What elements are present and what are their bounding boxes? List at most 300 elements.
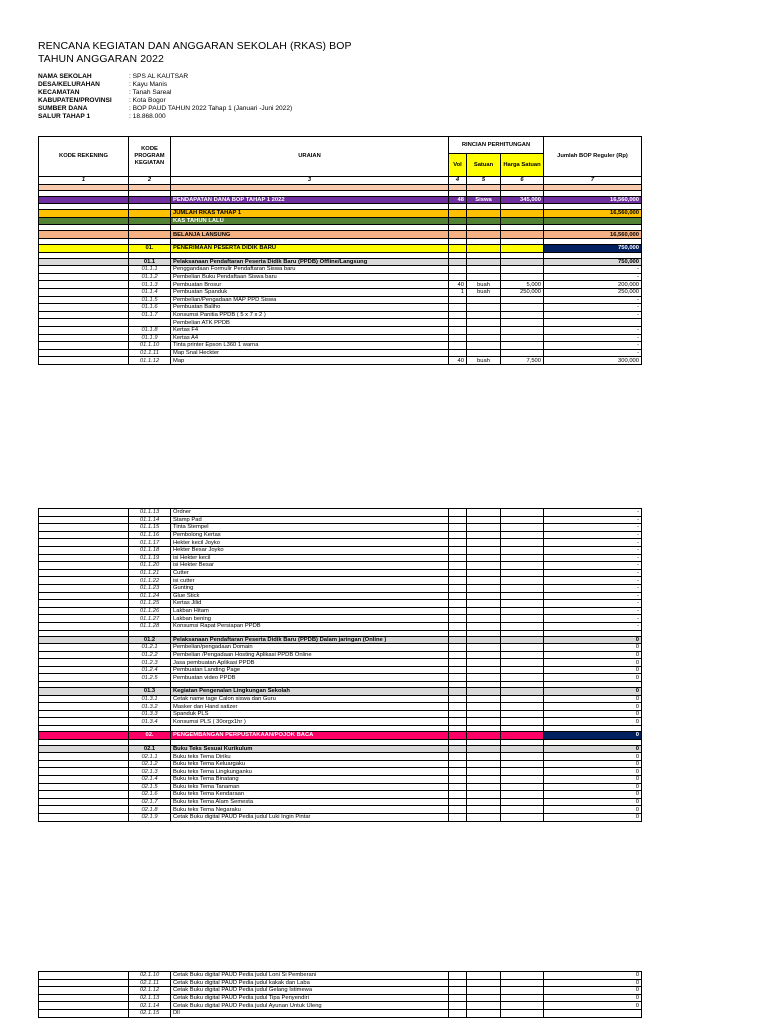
line-item-row xyxy=(39,674,642,682)
satuan-cell xyxy=(467,979,501,987)
uraian-cell: Konsumsi PLS ( 30orgx1hr ) xyxy=(171,718,449,726)
kode-rekening-cell xyxy=(39,695,129,703)
kode-rekening-cell xyxy=(39,258,129,266)
satuan-cell xyxy=(467,562,501,570)
jumlah-cell: 0 xyxy=(544,695,642,703)
kode-rekening-cell xyxy=(39,791,129,799)
kode-program-cell xyxy=(129,196,171,204)
uraian-cell: Cetak name tage Calon siswa dan Guru xyxy=(171,695,449,703)
harga-satuan-cell xyxy=(501,258,544,266)
harga-satuan-cell xyxy=(501,718,544,726)
kode-program-cell: 01.1.13 xyxy=(129,509,171,517)
uraian-cell: PENGEMBANGAN PERPUSTAKAAN/POJOK BACA xyxy=(171,732,449,740)
program-row xyxy=(39,244,642,252)
kode-program-cell: 02.1.11 xyxy=(129,979,171,987)
harga-satuan-cell xyxy=(501,231,544,239)
vol-cell xyxy=(449,592,467,600)
harga-satuan-cell xyxy=(501,695,544,703)
satuan-cell xyxy=(467,319,501,327)
uraian-cell: Cetak Buku digital PAUD Pedia judul Loni Si Pemberani xyxy=(171,972,449,980)
satuan-cell xyxy=(467,554,501,562)
satuan-cell xyxy=(467,509,501,517)
jumlah-cell: 0 xyxy=(544,798,642,806)
uraian-cell: KAS TAHUN LALU xyxy=(171,217,449,225)
jumlah-cell: - xyxy=(544,349,642,357)
kode-rekening-cell xyxy=(39,584,129,592)
uraian-cell: Pelaksanaan Pendaftaran Peserta Didik Baru (PPDB) Offline/Langsung xyxy=(171,258,449,266)
satuan-cell xyxy=(467,210,501,218)
uraian-cell: PENDAPATAN DANA BOP TAHAP 1 2022 xyxy=(171,196,449,204)
line-item-row xyxy=(39,703,642,711)
harga-satuan-cell: 345,000 xyxy=(501,196,544,204)
kode-program-cell: 01.1.5 xyxy=(129,296,171,304)
sub-activity-row xyxy=(39,688,642,696)
harga-satuan-cell xyxy=(501,813,544,821)
kode-rekening-cell xyxy=(39,651,129,659)
column-number-row xyxy=(39,177,642,185)
kode-program-cell: 02.1.10 xyxy=(129,972,171,980)
kode-rekening-cell xyxy=(39,987,129,995)
jumlah-cell: - xyxy=(544,311,642,319)
summary-row xyxy=(39,217,642,225)
harga-satuan-cell xyxy=(501,615,544,623)
summary-row xyxy=(39,231,642,239)
satuan-cell xyxy=(467,972,501,980)
vol-cell xyxy=(449,979,467,987)
kode-program-cell: 01.1.4 xyxy=(129,288,171,296)
kode-program-cell: 01.1.3 xyxy=(129,281,171,289)
kode-rekening-cell xyxy=(39,296,129,304)
harga-satuan-cell xyxy=(501,509,544,517)
vol-cell xyxy=(449,311,467,319)
vol-cell xyxy=(449,546,467,554)
satuan-cell xyxy=(467,273,501,281)
jumlah-cell: 0 xyxy=(544,745,642,753)
uraian-cell: Penggandaan Formulir Pendaftaran Siswa baru xyxy=(171,266,449,274)
kode-rekening-cell xyxy=(39,644,129,652)
line-item-row xyxy=(39,607,642,615)
header-kode-program: KODE PROGRAM KEGIATAN xyxy=(129,137,171,177)
jumlah-cell: - xyxy=(544,296,642,304)
kode-rekening-cell xyxy=(39,342,129,350)
kode-program-cell: 01.1.19 xyxy=(129,554,171,562)
kode-rekening-cell xyxy=(39,273,129,281)
uraian-cell: Masker dan Hand satizer xyxy=(171,703,449,711)
vol-cell xyxy=(449,813,467,821)
harga-satuan-cell xyxy=(501,659,544,667)
vol-cell xyxy=(449,622,467,630)
uraian-cell: Pembelian Buku Pendaftaan Siswa baru xyxy=(171,273,449,281)
vol-cell xyxy=(449,695,467,703)
kode-rekening-cell xyxy=(39,288,129,296)
jumlah-cell: - xyxy=(544,509,642,517)
jumlah-cell: 0 xyxy=(544,659,642,667)
jumlah-cell: 0 xyxy=(544,666,642,674)
harga-satuan-cell: 5,000 xyxy=(501,281,544,289)
kode-rekening-cell xyxy=(39,281,129,289)
jumlah-cell: - xyxy=(544,554,642,562)
rkas-table-part-2 xyxy=(38,508,642,822)
vol-cell xyxy=(449,524,467,532)
satuan-cell xyxy=(467,987,501,995)
jumlah-cell: 0 xyxy=(544,753,642,761)
school-info-label: NAMA SEKOLAH xyxy=(38,73,92,80)
vol-cell xyxy=(449,994,467,1002)
harga-satuan-cell xyxy=(501,266,544,274)
kode-rekening-cell xyxy=(39,979,129,987)
jumlah-cell: 16,560,000 xyxy=(544,196,642,204)
kode-rekening-cell xyxy=(39,636,129,644)
vol-cell xyxy=(449,651,467,659)
harga-satuan-cell xyxy=(501,600,544,608)
harga-satuan-cell xyxy=(501,666,544,674)
kode-program-cell: 01.2.5 xyxy=(129,674,171,682)
kode-rekening-cell xyxy=(39,745,129,753)
harga-satuan-cell xyxy=(501,592,544,600)
jumlah-cell xyxy=(544,217,642,225)
uraian-cell: Konsumsi Panitia PPDB ( 5 x 7 x 2 ) xyxy=(171,311,449,319)
school-info-value: : 18.868.000 xyxy=(129,113,166,121)
uraian-cell: Buku teks Tema Kendaraan xyxy=(171,791,449,799)
harga-satuan-cell: 7,500 xyxy=(501,357,544,365)
satuan-cell xyxy=(467,718,501,726)
harga-satuan-cell xyxy=(501,562,544,570)
uraian-cell: Kertas A4 xyxy=(171,334,449,342)
kode-rekening-cell xyxy=(39,562,129,570)
uraian-cell: Dll xyxy=(171,1009,449,1017)
harga-satuan-cell xyxy=(501,745,544,753)
kode-rekening-cell xyxy=(39,546,129,554)
harga-satuan-cell xyxy=(501,210,544,218)
kode-rekening-cell xyxy=(39,806,129,814)
kode-program-cell: 01.1.23 xyxy=(129,584,171,592)
uraian-cell: Spanduk PLS xyxy=(171,710,449,718)
line-item-row xyxy=(39,622,642,630)
line-item-row xyxy=(39,288,642,296)
kode-rekening-cell xyxy=(39,244,129,252)
kode-program-cell: 02.1 xyxy=(129,745,171,753)
jumlah-cell: - xyxy=(544,584,642,592)
kode-rekening-cell xyxy=(39,531,129,539)
vol-cell: 40 xyxy=(449,357,467,365)
kode-rekening-cell xyxy=(39,783,129,791)
line-item-row xyxy=(39,1002,642,1010)
harga-satuan-cell xyxy=(501,1009,544,1017)
kode-rekening-cell xyxy=(39,710,129,718)
jumlah-cell: 300,000 xyxy=(544,357,642,365)
kode-program-cell: 02.1.1 xyxy=(129,753,171,761)
uraian-cell: Hekter kecil Joyko xyxy=(171,539,449,547)
kode-rekening-cell xyxy=(39,666,129,674)
vol-cell xyxy=(449,615,467,623)
harga-satuan-cell xyxy=(501,710,544,718)
kode-program-cell: 01.3.4 xyxy=(129,718,171,726)
line-item-row xyxy=(39,319,642,327)
vol-cell xyxy=(449,1002,467,1010)
rkas-table-part-1 xyxy=(38,136,642,365)
vol-cell xyxy=(449,577,467,585)
harga-satuan-cell xyxy=(501,987,544,995)
kode-rekening-cell xyxy=(39,231,129,239)
column-number: 2 xyxy=(129,177,171,185)
line-item-row xyxy=(39,987,642,995)
harga-satuan-cell xyxy=(501,296,544,304)
satuan-cell xyxy=(467,813,501,821)
school-info-label: KECAMATAN xyxy=(38,89,80,97)
satuan-cell xyxy=(467,266,501,274)
vol-cell xyxy=(449,791,467,799)
jumlah-cell: - xyxy=(544,562,642,570)
vol-cell xyxy=(449,266,467,274)
uraian-cell: Pembuatan Landing Page xyxy=(171,666,449,674)
line-item-row xyxy=(39,813,642,821)
kode-program-cell: 02.1.2 xyxy=(129,760,171,768)
satuan-cell xyxy=(467,745,501,753)
harga-satuan-cell xyxy=(501,334,544,342)
jumlah-cell: 0 xyxy=(544,688,642,696)
line-item-row xyxy=(39,659,642,667)
jumlah-cell: - xyxy=(544,524,642,532)
line-item-row xyxy=(39,531,642,539)
kode-rekening-cell xyxy=(39,622,129,630)
satuan-cell xyxy=(467,311,501,319)
line-item-row xyxy=(39,760,642,768)
uraian-cell: Kegiatan Pengenalan Lingkungan Sekolah xyxy=(171,688,449,696)
line-item-row xyxy=(39,546,642,554)
harga-satuan-cell xyxy=(501,273,544,281)
line-item-row xyxy=(39,554,642,562)
kode-rekening-cell xyxy=(39,768,129,776)
line-item-row xyxy=(39,539,642,547)
sub-activity-row xyxy=(39,745,642,753)
school-info-row xyxy=(38,105,292,113)
column-number: 1 xyxy=(39,177,129,185)
uraian-cell: Ordner xyxy=(171,509,449,517)
satuan-cell xyxy=(467,651,501,659)
satuan-cell xyxy=(467,349,501,357)
line-item-row xyxy=(39,718,642,726)
jumlah-cell: 0 xyxy=(544,776,642,784)
line-item-row xyxy=(39,695,642,703)
jumlah-cell: 0 xyxy=(544,979,642,987)
kode-program-cell: 02.1.13 xyxy=(129,994,171,1002)
uraian-cell: Pembelian/pengadaan Domain xyxy=(171,644,449,652)
kode-program-cell: 01.1.14 xyxy=(129,516,171,524)
line-item-row xyxy=(39,273,642,281)
school-info-label: SALUR TAHAP 1 xyxy=(38,113,91,121)
kode-rekening-cell xyxy=(39,357,129,365)
harga-satuan-cell xyxy=(501,806,544,814)
satuan-cell xyxy=(467,776,501,784)
jumlah-cell: - xyxy=(544,622,642,630)
harga-satuan-cell xyxy=(501,791,544,799)
vol-cell xyxy=(449,258,467,266)
kode-program-cell xyxy=(129,319,171,327)
harga-satuan-cell xyxy=(501,776,544,784)
vol-cell xyxy=(449,273,467,281)
school-info-value: : BOP PAUD TAHUN 2022 Tahap 1 (Januari -Juni 2022) xyxy=(129,105,293,113)
vol-cell xyxy=(449,342,467,350)
column-number: 6 xyxy=(501,177,544,185)
jumlah-cell: 0 xyxy=(544,718,642,726)
kode-rekening-cell xyxy=(39,592,129,600)
uraian-cell: Map Snal Heckter xyxy=(171,349,449,357)
vol-cell xyxy=(449,334,467,342)
satuan-cell xyxy=(467,569,501,577)
vol-cell xyxy=(449,659,467,667)
uraian-cell: Hekter Besar Joyko xyxy=(171,546,449,554)
kode-rekening-cell xyxy=(39,524,129,532)
uraian-cell: Jasa pembuatan Aplikasi PPDB xyxy=(171,659,449,667)
harga-satuan-cell xyxy=(501,539,544,547)
harga-satuan-cell xyxy=(501,753,544,761)
line-item-row xyxy=(39,615,642,623)
kode-program-cell: 01.1.16 xyxy=(129,531,171,539)
jumlah-cell: - xyxy=(544,546,642,554)
jumlah-cell: - xyxy=(544,577,642,585)
jumlah-cell: - xyxy=(544,615,642,623)
harga-satuan-cell xyxy=(501,768,544,776)
vol-cell xyxy=(449,554,467,562)
kode-program-cell: 02.1.9 xyxy=(129,813,171,821)
harga-satuan-cell: 250,000 xyxy=(501,288,544,296)
column-number: 4 xyxy=(449,177,467,185)
column-number: 3 xyxy=(171,177,449,185)
harga-satuan-cell xyxy=(501,524,544,532)
uraian-cell: Cetak Buku digital PAUD Pedia judul Ayunan Untuk Uleng xyxy=(171,1002,449,1010)
kode-program-cell: 01.1.21 xyxy=(129,569,171,577)
line-item-row xyxy=(39,342,642,350)
line-item-row xyxy=(39,357,642,365)
kode-program-cell: 01.1.27 xyxy=(129,615,171,623)
kode-program-cell xyxy=(129,210,171,218)
line-item-row xyxy=(39,791,642,799)
satuan-cell xyxy=(467,753,501,761)
vol-cell xyxy=(449,217,467,225)
kode-program-cell: 02.1.7 xyxy=(129,798,171,806)
uraian-cell: Buku teks Tema Alam Semesta xyxy=(171,798,449,806)
table-body xyxy=(39,972,642,1018)
kode-program-cell: 01. xyxy=(129,244,171,252)
satuan-cell xyxy=(467,666,501,674)
kode-program-cell: 01.1.2 xyxy=(129,273,171,281)
jumlah-cell: 16,560,000 xyxy=(544,231,642,239)
line-item-row xyxy=(39,776,642,784)
jumlah-cell xyxy=(544,319,642,327)
satuan-cell xyxy=(467,994,501,1002)
jumlah-cell: 0 xyxy=(544,768,642,776)
vol-cell xyxy=(449,732,467,740)
vol-cell xyxy=(449,562,467,570)
vol-cell xyxy=(449,319,467,327)
kode-rekening-cell xyxy=(39,615,129,623)
uraian-cell: Pembelian/Pengadaan MAP PPD Siswa xyxy=(171,296,449,304)
harga-satuan-cell xyxy=(501,546,544,554)
school-info-value: : SPS AL KAUTSAR xyxy=(129,73,189,80)
kode-program-cell: 01.3.1 xyxy=(129,695,171,703)
document-title: RENCANA KEGIATAN DAN ANGGARAN SEKOLAH (RKAS) BOP xyxy=(38,40,352,52)
school-info-label: DESA/KELURAHAN xyxy=(38,81,100,89)
line-item-row xyxy=(39,562,642,570)
harga-satuan-cell xyxy=(501,607,544,615)
kode-rekening-cell xyxy=(39,577,129,585)
satuan-cell xyxy=(467,674,501,682)
jumlah-cell: 0 xyxy=(544,1002,642,1010)
harga-satuan-cell xyxy=(501,798,544,806)
school-info-label: SUMBER DANA xyxy=(38,105,88,113)
uraian-cell: Buku teks Tema Binatang xyxy=(171,776,449,784)
uraian-cell: Pembuatan Brosur xyxy=(171,281,449,289)
vol-cell xyxy=(449,607,467,615)
harga-satuan-cell xyxy=(501,972,544,980)
kode-program-cell: 01.1.12 xyxy=(129,357,171,365)
kode-rekening-cell xyxy=(39,1002,129,1010)
vol-cell xyxy=(449,569,467,577)
kode-program-cell: 01.1.24 xyxy=(129,592,171,600)
satuan-cell xyxy=(467,695,501,703)
uraian-cell: Cetak Buku digital PAUD Pedia judul kakak dan Laba xyxy=(171,979,449,987)
satuan-cell: Siswa xyxy=(467,196,501,204)
line-item-row xyxy=(39,994,642,1002)
kode-program-cell: 01.1.28 xyxy=(129,622,171,630)
table-body xyxy=(39,184,642,364)
satuan-cell xyxy=(467,600,501,608)
kode-program-cell: 01.1.15 xyxy=(129,524,171,532)
jumlah-cell: 0 xyxy=(544,813,642,821)
vol-cell: 40 xyxy=(449,281,467,289)
kode-rekening-cell xyxy=(39,798,129,806)
uraian-cell: Buku Teks Sesuai Kurikulum xyxy=(171,745,449,753)
jumlah-cell: - xyxy=(544,273,642,281)
harga-satuan-cell xyxy=(501,516,544,524)
kode-rekening-cell xyxy=(39,509,129,517)
harga-satuan-cell xyxy=(501,217,544,225)
uraian-cell: Pembuatan video PPDB xyxy=(171,674,449,682)
kode-program-cell: 02.1.14 xyxy=(129,1002,171,1010)
vol-cell xyxy=(449,244,467,252)
kode-program-cell: 01.3.3 xyxy=(129,710,171,718)
kode-rekening-cell xyxy=(39,554,129,562)
uraian-cell: Buku teks Tema Lingkunganku xyxy=(171,768,449,776)
vol-cell: 1 xyxy=(449,288,467,296)
uraian-cell: Buku teks Tema Keluargaku xyxy=(171,760,449,768)
sub-activity-row xyxy=(39,258,642,266)
uraian-cell: Tinta Stempel xyxy=(171,524,449,532)
harga-satuan-cell xyxy=(501,244,544,252)
kode-rekening-cell xyxy=(39,994,129,1002)
uraian-cell: Gunting xyxy=(171,584,449,592)
kode-program-cell xyxy=(129,217,171,225)
satuan-cell xyxy=(467,524,501,532)
line-item-row xyxy=(39,584,642,592)
satuan-cell xyxy=(467,636,501,644)
uraian-cell: Buku teks Tema Negaraku xyxy=(171,806,449,814)
uraian-cell: isi cutter xyxy=(171,577,449,585)
satuan-cell xyxy=(467,688,501,696)
satuan-cell xyxy=(467,783,501,791)
uraian-cell: Pembolong Kertas xyxy=(171,531,449,539)
header-kode-rekening: KODE REKENING xyxy=(39,137,129,177)
uraian-cell: Cetak Buku digital PAUD Pedia judul Gelang Istimewa xyxy=(171,987,449,995)
uraian-cell: JUMLAH RKAS TAHAP 1 xyxy=(171,210,449,218)
kode-program-cell: 01.3 xyxy=(129,688,171,696)
sub-activity-row xyxy=(39,636,642,644)
kode-program-cell: 01.1.20 xyxy=(129,562,171,570)
vol-cell xyxy=(449,666,467,674)
satuan-cell xyxy=(467,258,501,266)
satuan-cell xyxy=(467,304,501,312)
jumlah-cell: - xyxy=(544,326,642,334)
